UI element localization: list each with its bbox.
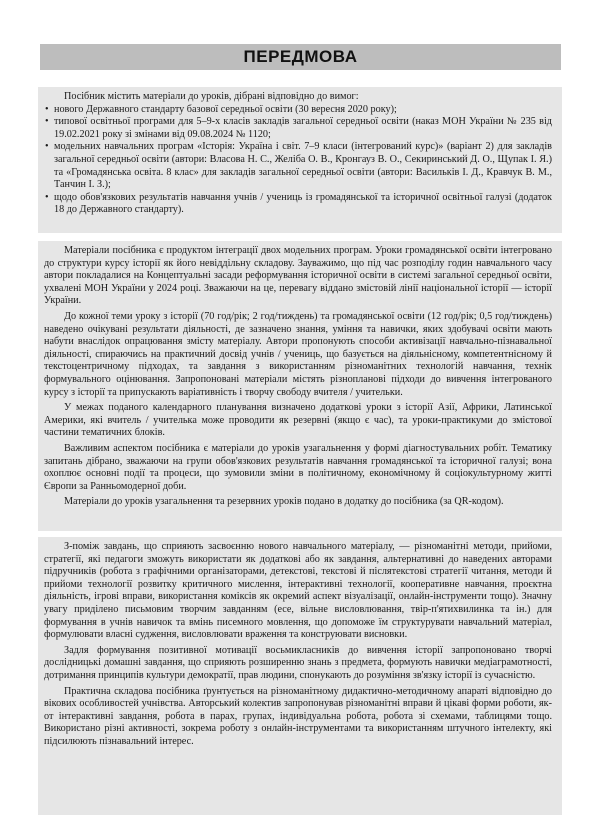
paragraph: Задля формування позитивної мотивації восьмикласників до вивчення історії запропоновано творчі дослідницькі домашні завдання, що сприяють розширенню знань з предмета, формують навички медіаграмотності, дотримання принципів культури демократії, прав людини, спонукають до розуміння зв'язку історії із сучасністю. xyxy=(44,644,552,681)
paragraph: Матеріали посібника є продуктом інтеграції двох модельних програм. Уроки громадянської освіти інтегровано до структури курсу історії як його невіддільну складову. Зауважимо, що під час розподілу годин навчального часу автори покладалися на Концептуальні засади реформування історичної освіти в системі загальної середньої освіти, ухвалені МОН України у 2024 році. Зважаючи на це, перевагу віддано змістовій лінії національної історії — історії України. xyxy=(44,245,552,307)
requirements-list xyxy=(44,104,552,217)
paragraph: Практична складова посібника ґрунтується на різноманітному дидактично-методичному апараті відповідно до вікових особливостей учнівства. Авторський колектив запропонував різноманітні вправи й цікаві форми роботи, як-от інтерактивні завдання, робота в парах, групах, індивідуальна робота, робота зі схемами, таблицями тощо. Використано різні активності, зокрема роботу з онлайн-інструментами та використанням штучного інтелекту, які підсилюють пізнавальний інтерес. xyxy=(44,685,552,747)
title-bar xyxy=(40,44,561,70)
list-item: • модельних навчальних програм «Історія: Україна і світ. 7–9 класи (інтегрований курс)» (варіант 2) для закладів загальної середньої освіти (автори: Власова Н. С., Желіба О. В., Кронгауз В. О., Секиринський Д. О., Щупак І. Я.) та «Громадянська освіта. 8 клас» для закладів загальної середньої освіти (автори: Васильків І. Д., Кравчук В. М., Танчин І. З.); xyxy=(54,141,552,191)
paragraph: Матеріали до уроків узагальнення та резервних уроків подано в додатку до посібника (за QR-кодом). xyxy=(64,496,504,508)
paragraph: До кожної теми уроку з історії (70 год/рік; 2 год/тиждень) та громадянської освіти (12 год/рік; 0,5 год/тиждень) наведено очікувані результати діяльності, де зазначено знання, уміння та навички, яких здобувачі освіти мають набути внаслідок опрацювання змісту матеріалу. Автори пропонують способи активізації навчально-пізнавальної діяльності, спираючись на практичний досвід учнів / учениць, що базується на діяльнісному, компетентнісному й текстоцентричному підходах, та завдання з використанням різноманітних технологій навчання, технік формувального оцінювання. Запропоновані матеріали містять різнопланові підходи до вивчення інтегрованого курсу з історії та припускають варіативність і творчу свободу вчителя / учительки. xyxy=(44,310,552,398)
page-title: ПЕРЕДМОВА xyxy=(243,47,358,66)
paragraph: Важливим аспектом посібника є матеріали до уроків узагальнення у формі діагностувальних робіт. Тематику запитань дібрано, зважаючи на групи обов'язкових результатів навчання громадянської та історичної галузі; вона охоплює основні події та процеси, що зумовили зміни в політичному, економічному й соціокультурному житті Європи за Ранньомодерної доби. xyxy=(44,442,552,492)
list-item: • типової освітньої програми для 5–9-х класів закладів загальної середньої освіти (наказ МОН України № 235 від 19.02.2021 року зі змінами від 09.08.2024 № 1120; xyxy=(54,116,552,141)
paragraph: У межах поданого календарного планування визначено додаткові уроки з історії Азії, Африки, Латинської Америки, які вчитель / учителька може проводити як резервні (якщо є час), та уроки-практикуми до змістової частини тематичних блоків. xyxy=(44,402,552,439)
methods-block xyxy=(38,537,562,815)
paragraph: З-поміж завдань, що сприяють засвоєнню нового навчального матеріалу, — різноманітні методи, прийоми, стратегії, які педагоги зможуть використати як додаткові або як завдання, альтернативні до наведених авторами підручників (робота з графічними організаторами, детекстові, текстові й післятекстові стратегії читання, методи й прийоми технології розвитку критичного мислення, інтерактивні технології, кооперативне навчання, проєктна діяльність, ігрові вправи, використання коміксів як окремий аспект візуалізації, онлайн-інструменти тощо). Значну увагу приділено письмовим творчим завданням (есе, вільне висловлювання, твір-п'ятихвилинка та ін.) для формування в учнів навичок та вмінь писемного мовлення, що допоможе їм структурувати навчальний матеріал, формулювати власні судження, висловлювати враження та конструювати висновки. xyxy=(44,541,552,641)
requirements-intro: Посібник містить матеріали до уроків, дібрані відповідно до вимог: xyxy=(64,91,359,102)
requirements-block xyxy=(38,87,562,233)
list-item: • щодо обов'язкових результатів навчання учнів / учениць із громадянської та історичної освітньої галузі (додаток 18 до Державного стандарту). xyxy=(54,192,552,217)
list-item: • нового Державного стандарту базової середньої освіти (30 вересня 2020 року); xyxy=(54,104,552,117)
integration-block xyxy=(38,241,562,531)
